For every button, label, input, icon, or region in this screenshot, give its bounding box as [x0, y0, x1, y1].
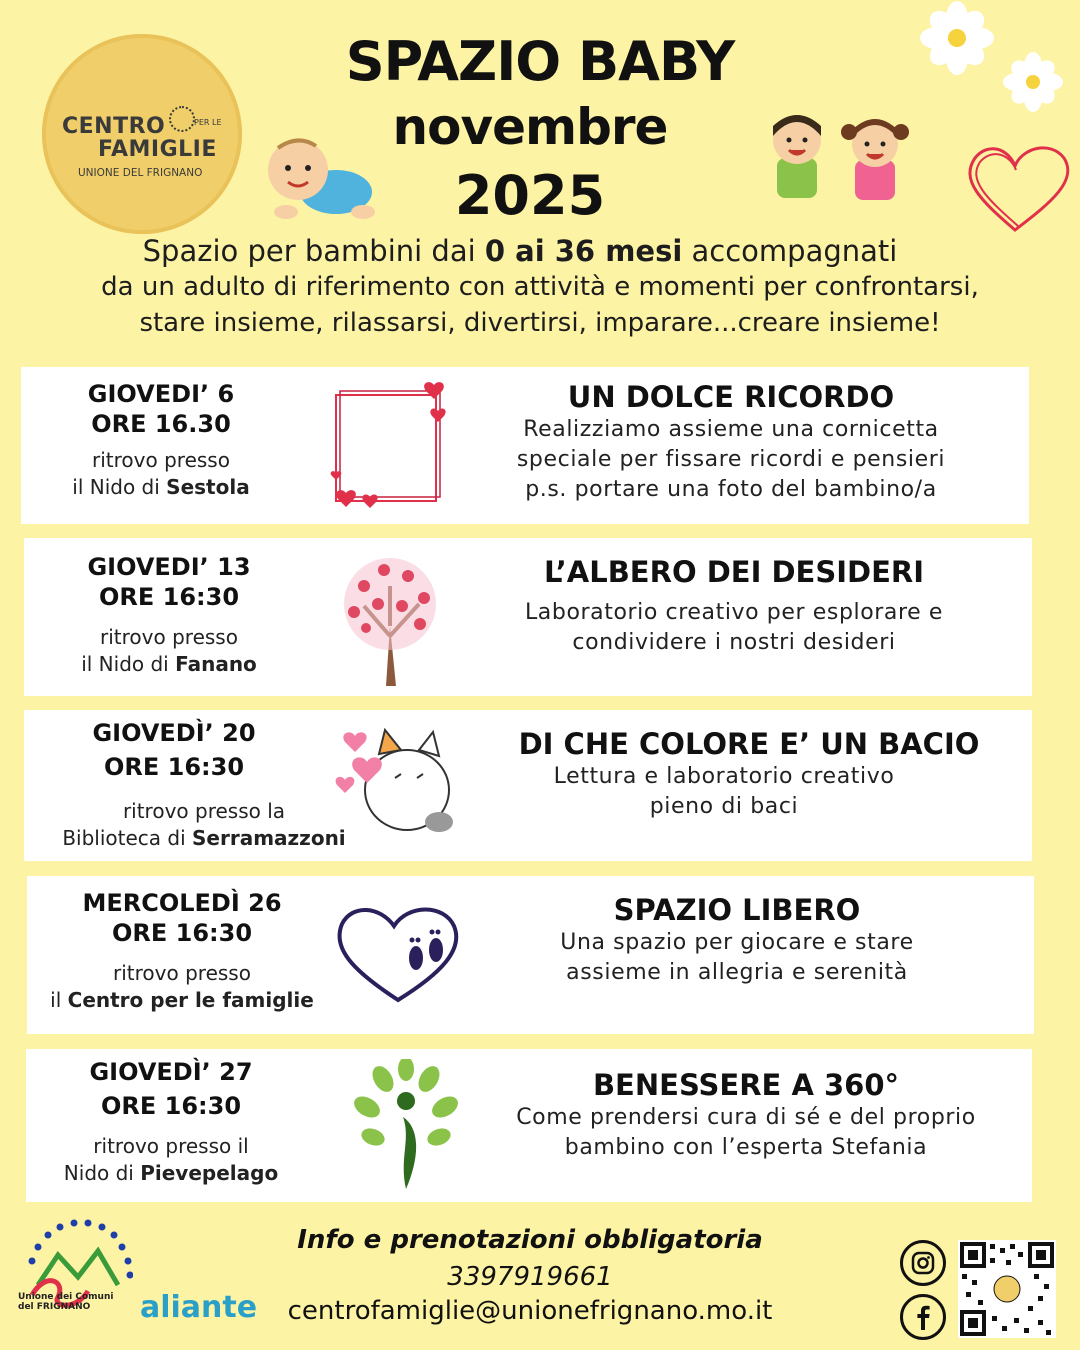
unione-logo-text: Unione dei Comuni del FRIGNANO — [18, 1292, 114, 1312]
event-1-place — [31, 447, 291, 501]
event-4-desc-2: assieme in allegria e serenità — [566, 960, 908, 985]
event-2-time: ORE 16:30 — [98, 583, 240, 611]
event-1-place-line2: il Nido di — [72, 475, 167, 499]
title-spazio-baby: SPAZIO BABY — [345, 30, 735, 93]
event-2-activity — [464, 554, 1004, 658]
event-5-place-name: Pievepelago — [140, 1161, 279, 1185]
event-4-place-line1: ritrovo presso — [113, 961, 251, 985]
event-2-when — [34, 552, 304, 678]
logo-text-perle: PER LE — [194, 118, 222, 127]
event-5-desc-2: bambino con l’esperta Stefania — [564, 1135, 928, 1160]
event-1-desc-2: speciale per fissare ricordi e pensieri — [516, 447, 946, 472]
event-2-place-line1: ritrovo presso — [100, 625, 238, 649]
event-3-time: ORE 16:30 — [103, 753, 245, 781]
event-3-title: DI CHE COLORE E’ UN BACIO — [518, 727, 980, 761]
instagram-icon[interactable] — [900, 1240, 946, 1286]
event-3-desc-1: Lettura e laboratorio creativo — [553, 764, 895, 789]
intro-line-1-pre: Spazio per bambini dai — [142, 234, 485, 268]
aliante-logo: aliante — [140, 1290, 258, 1325]
qr-code-icon[interactable] — [958, 1240, 1056, 1338]
event-2-place-line2: il Nido di — [81, 652, 176, 676]
info-heading: Info e prenotazioni obbligatoria — [297, 1225, 763, 1255]
event-card-5 — [26, 1049, 1032, 1202]
event-2-title: L’ALBERO DEI DESIDERI — [543, 555, 925, 589]
event-4-place — [37, 960, 327, 1014]
event-3-place-name: Serramazzoni — [192, 826, 346, 850]
logo-text-famiglie: FAMIGLIE — [98, 137, 217, 162]
intro-line-3: stare insieme, rilassarsi, divertirsi, imparare...creare insieme! — [139, 308, 941, 338]
event-5-desc-1: Come prendersi cura di sé e del proprio — [516, 1105, 976, 1130]
event-5-place-line2: Nido di — [63, 1161, 141, 1185]
event-3-when — [24, 716, 346, 852]
event-1-activity — [461, 379, 1001, 505]
event-4-desc-1: Una spazio per giocare e stare — [560, 930, 914, 955]
event-3-day: GIOVEDÌ’ 20 — [92, 719, 256, 747]
event-card-4 — [27, 876, 1034, 1034]
event-1-place-name: Sestola — [166, 475, 250, 499]
daisy-flowers-icon — [915, 0, 1075, 120]
event-4-day: MERCOLEDÌ 26 — [82, 889, 282, 917]
event-3-place-line1: ritrovo presso la — [122, 799, 286, 823]
title-month: novembre — [392, 98, 668, 156]
title-year: 2025 — [454, 164, 606, 227]
event-3-activity — [484, 726, 1014, 822]
intro-line-2: da un adulto di riferimento con attività e momenti per confrontarsi, — [101, 272, 979, 302]
event-5-place-line1: ritrovo presso il — [93, 1134, 249, 1158]
event-5-title: BENESSERE A 360° — [592, 1068, 900, 1102]
heart-frame-icon — [326, 381, 456, 511]
event-2-desc-1: Laboratorio creativo per esplorare e — [524, 600, 944, 625]
event-5-day: GIOVEDÌ’ 27 — [89, 1058, 253, 1086]
intro-line-1-post: accompagnati — [682, 234, 898, 268]
event-3-place-line2: Biblioteca di — [62, 826, 193, 850]
event-1-when — [31, 379, 291, 501]
event-3-place — [24, 798, 364, 852]
unione-frignano-logo — [18, 1215, 133, 1335]
intro-age-range: 0 ai 36 mesi — [484, 234, 683, 268]
event-4-title: SPAZIO LIBERO — [613, 893, 861, 927]
event-4-when — [37, 888, 327, 1014]
event-2-day: GIOVEDI’ 13 — [87, 553, 251, 581]
event-card-1 — [21, 367, 1029, 524]
logo-text-unione: UNIONE DEL FRIGNANO — [78, 167, 203, 179]
event-1-title: UN DOLCE RICORDO — [567, 380, 895, 414]
event-5-time: ORE 16:30 — [100, 1092, 242, 1120]
kids-illustration-icon — [755, 108, 920, 220]
event-2-place-name: Fanano — [175, 652, 257, 676]
centro-famiglie-logo — [42, 34, 242, 234]
event-1-place-line1: ritrovo presso — [92, 448, 230, 472]
event-card-3 — [24, 710, 1032, 861]
baby-feet-heart-icon — [332, 900, 467, 1005]
event-1-desc-3: p.s. portare una foto del bambino/a — [525, 477, 937, 502]
event-2-desc-2: condividere i nostri desideri — [572, 630, 896, 655]
event-4-activity — [477, 892, 997, 988]
logo-text-centro: CENTRO — [62, 114, 166, 139]
heart-tree-icon — [324, 546, 454, 691]
wellness-tree-icon — [351, 1059, 461, 1194]
event-1-day: GIOVEDI’ 6 — [87, 380, 235, 408]
event-1-time: ORE 16.30 — [91, 410, 231, 438]
logo-ring-icon — [169, 106, 195, 132]
event-5-place — [36, 1133, 306, 1187]
event-4-time: ORE 16:30 — [111, 919, 253, 947]
event-1-desc-1: Realizziamo assieme una cornicetta — [523, 417, 939, 442]
event-2-place — [34, 624, 304, 678]
event-4-place-line2: il — [50, 988, 68, 1012]
email-link[interactable]: centrofamiglie@unionefrignano.mo.it — [287, 1296, 773, 1326]
scribble-heart-icon — [960, 140, 1080, 240]
event-4-place-name: Centro per le famiglie — [67, 988, 314, 1012]
event-card-2 — [24, 538, 1032, 696]
intro-line-1 — [20, 234, 1020, 268]
event-3-desc-2: pieno di baci — [649, 794, 799, 819]
event-5-activity — [476, 1067, 1016, 1163]
event-5-when — [36, 1055, 306, 1187]
facebook-icon[interactable] — [900, 1294, 946, 1340]
phone-number[interactable]: 3397919661 — [447, 1262, 613, 1292]
